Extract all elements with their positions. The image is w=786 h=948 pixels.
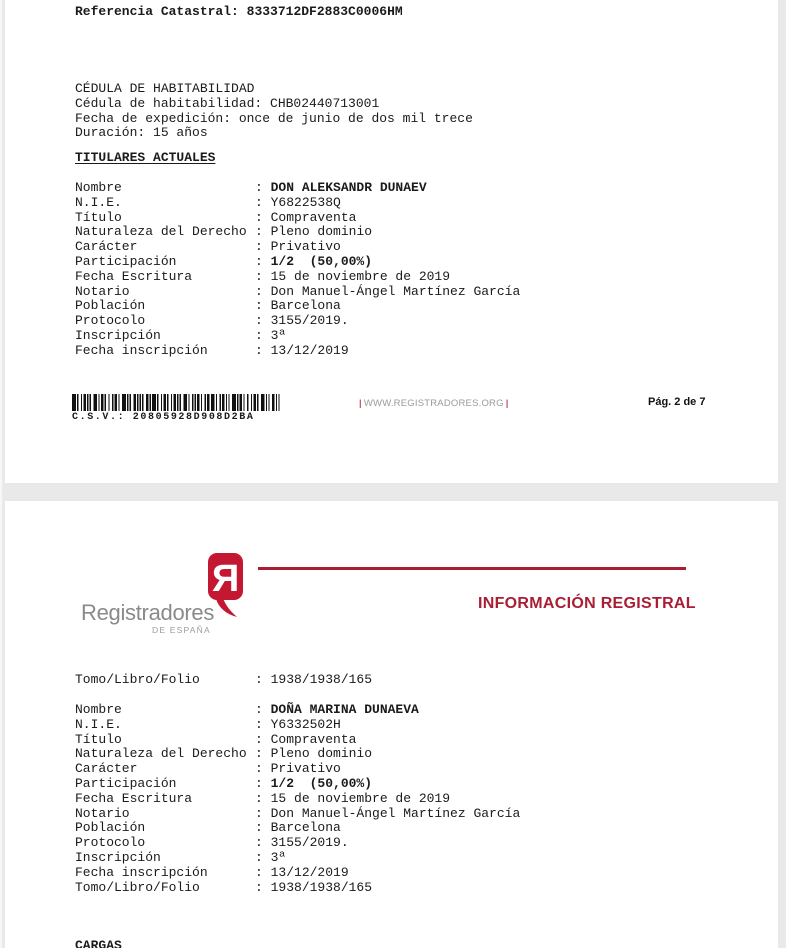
titulares-field-list — [75, 181, 520, 359]
field-label: Título — [75, 209, 122, 225]
field-row: Fecha inscripción : 13/12/2019 — [75, 864, 349, 880]
field-label: Fecha inscripción — [75, 342, 208, 358]
section-title-cargas: CARGAS — [75, 938, 122, 948]
field-value: 1938/1938/165 — [270, 879, 373, 895]
field-label: N.I.E. — [75, 194, 122, 210]
section-title-titulares: TITULARES ACTUALES — [75, 150, 216, 165]
field-value: Barcelona — [270, 820, 341, 836]
csv-barcode-block — [72, 394, 282, 423]
cedula-habitabilidad-block — [75, 82, 473, 141]
field-label: Fecha Escritura — [75, 790, 193, 806]
field-row: Notario : Don Manuel-Ángel Martínez García — [75, 283, 521, 299]
field-value: Don Manuel-Ángel Martínez García — [270, 283, 521, 299]
field-label: Inscripción — [75, 849, 161, 865]
field-row: Título : Compraventa — [75, 209, 357, 225]
field-label: Población — [75, 820, 146, 836]
field-row: Inscripción : 3ª — [75, 327, 287, 343]
field-value: 15 de noviembre de 2019 — [270, 790, 451, 806]
field-row: Tomo/Libro/Folio : 1938/1938/165 — [75, 672, 373, 687]
referencia-label: Referencia Catastral: — [75, 4, 239, 19]
field-label: Inscripción — [75, 327, 161, 343]
field-value: DOÑA MARINA DUNAEVA — [270, 702, 419, 717]
field-label: Notario — [75, 283, 130, 299]
field-value: 13/12/2019 — [270, 342, 349, 358]
field-value: Privativo — [270, 239, 341, 255]
field-value: 3ª — [270, 849, 287, 865]
field-label: Carácter — [75, 761, 138, 777]
referencia-catastral-line — [75, 5, 403, 20]
field-value: Y6332502H — [270, 716, 341, 732]
field-value: Privativo — [270, 761, 341, 777]
website-url: WWW.REGISTRADORES.ORG — [363, 398, 504, 409]
field-row: N.I.E. : Y6822538Q — [75, 194, 341, 210]
field-label: Nombre — [75, 702, 122, 717]
field-value: 1/2 (50,00%) — [270, 775, 373, 791]
field-row: Tomo/Libro/Folio : 1938/1938/165 — [75, 879, 373, 895]
field-row: Fecha inscripción : 13/12/2019 — [75, 342, 349, 358]
pdf-page-2 — [5, 0, 778, 483]
header-rule — [258, 567, 686, 570]
field-row: Inscripción : 3ª — [75, 849, 287, 865]
pdf-page-3 — [5, 501, 778, 948]
field-label: Tomo/Libro/Folio — [75, 672, 200, 687]
field-label: Población — [75, 298, 146, 314]
field-value: 3ª — [270, 327, 287, 343]
field-row: N.I.E. : Y6332502H — [75, 716, 341, 732]
informacion-registral-title: INFORMACIÓN REGISTRAL — [478, 595, 696, 612]
field-row: Título : Compraventa — [75, 731, 357, 747]
field-value: 1/2 (50,00%) — [270, 253, 373, 269]
field-label: Título — [75, 731, 122, 747]
field-label: Fecha inscripción — [75, 864, 208, 880]
field-row: Participación : 1/2 (50,00%) — [75, 775, 373, 791]
field-row: Fecha Escritura : 15 de noviembre de 2019 — [75, 790, 451, 806]
page-indicator: Pág. 2 de 7 — [648, 396, 706, 408]
field-row: Nombre : DOÑA MARINA DUNAEVA — [75, 702, 419, 717]
field-value: Pleno dominio — [270, 224, 373, 240]
field-label: Fecha Escritura — [75, 268, 193, 284]
field-row: Protocolo : 3155/2019. — [75, 313, 349, 329]
field-value: 3155/2019. — [270, 835, 349, 851]
cedula-line: Duración: 15 años — [75, 125, 208, 141]
field-label: Naturaleza del Derecho — [75, 746, 247, 762]
field-row: Carácter : Privativo — [75, 239, 341, 255]
field-label: Tomo/Libro/Folio — [75, 879, 200, 895]
referencia-value: 8333712DF2883C0006HM — [246, 4, 403, 19]
registradores-r-icon — [208, 553, 244, 619]
field-label: Participación — [75, 253, 177, 269]
viewer-edge — [0, 0, 2, 948]
field-label: Notario — [75, 805, 130, 821]
field-row: Participación : 1/2 (50,00%) — [75, 253, 373, 269]
csv-code: C.S.V.: 20805928D908D2BA — [72, 412, 255, 423]
cedula-line: Fecha de expedición: once de junio de dos mil trece — [75, 110, 473, 126]
field-label: Carácter — [75, 239, 138, 255]
footer-pipe: | — [359, 398, 362, 409]
field-value: Y6822538Q — [270, 194, 341, 210]
field-value: DON ALEKSANDR DUNAEV — [270, 180, 427, 195]
tomo-libro-folio-row — [75, 673, 372, 688]
field-row: Protocolo : 3155/2019. — [75, 835, 349, 851]
field-label: Protocolo — [75, 313, 146, 329]
field-value: Don Manuel-Ángel Martínez García — [270, 805, 521, 821]
field-row: Carácter : Privativo — [75, 761, 341, 777]
field-label: Protocolo — [75, 835, 146, 851]
registradores-wordmark: Registradores — [81, 600, 215, 625]
field-value: 3155/2019. — [270, 313, 349, 329]
field-row: Naturaleza del Derecho : Pleno dominio — [75, 224, 373, 240]
cedula-line: Cédula de habitabilidad: CHB02440713001 — [75, 95, 380, 111]
field-value: Compraventa — [270, 731, 357, 747]
field-row: Naturaleza del Derecho : Pleno dominio — [75, 746, 373, 762]
csv-barcode — [72, 394, 282, 411]
svg-text:R: R — [211, 558, 240, 600]
titular-field-list — [75, 703, 520, 895]
field-value: Compraventa — [270, 209, 357, 225]
field-row: Población : Barcelona — [75, 820, 341, 836]
field-row: Población : Barcelona — [75, 298, 341, 314]
field-value: Barcelona — [270, 298, 341, 314]
footer-pipe: | — [505, 398, 509, 409]
field-label: Naturaleza del Derecho — [75, 224, 247, 240]
field-value: 1938/1938/165 — [270, 672, 373, 687]
field-value: 15 de noviembre de 2019 — [270, 268, 451, 284]
field-row: Nombre : DON ALEKSANDR DUNAEV — [75, 180, 427, 195]
field-label: N.I.E. — [75, 716, 122, 732]
website-footer — [357, 398, 511, 409]
field-row: Fecha Escritura : 15 de noviembre de 2019 — [75, 268, 451, 284]
cedula-line: CÉDULA DE HABITABILIDAD — [75, 81, 255, 96]
field-label: Nombre — [75, 180, 122, 195]
field-value: 13/12/2019 — [270, 864, 349, 880]
field-row: Notario : Don Manuel-Ángel Martínez García — [75, 805, 521, 821]
field-value: Pleno dominio — [270, 746, 373, 762]
field-label: Participación — [75, 775, 177, 791]
registradores-subbrand: DE ESPAÑA — [152, 625, 211, 635]
